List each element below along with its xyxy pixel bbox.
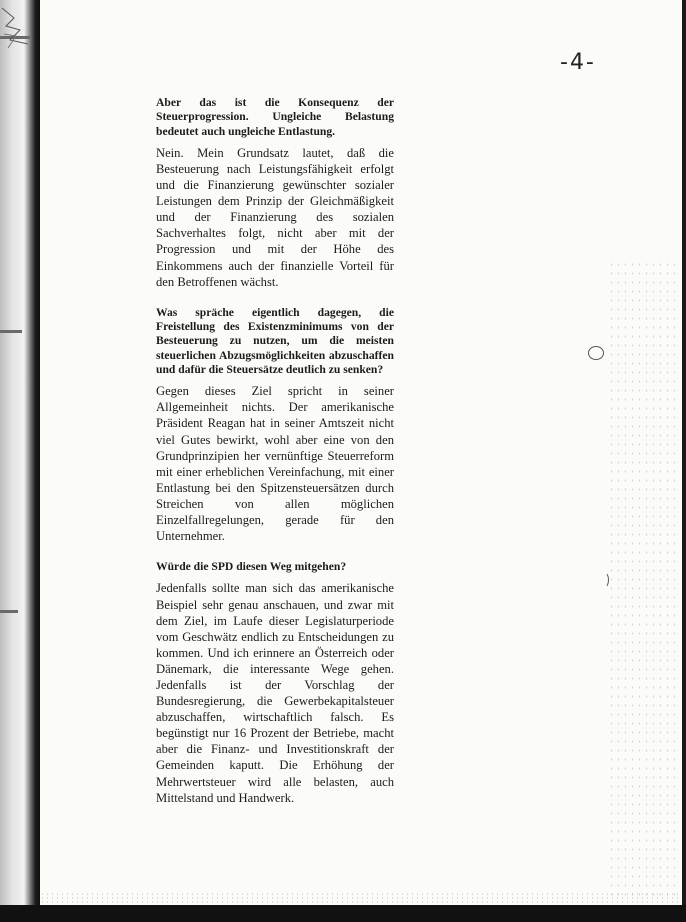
page-number: -4- [560, 50, 596, 75]
article-column [156, 96, 394, 806]
interview-question: Aber das ist die Konsequenz der Steuerprogression. Ungleiche Belastung bedeutet auch ungleiche Entlastung. [156, 96, 394, 138]
interview-question: Würde die SPD diesen Weg mitgehen? [156, 560, 347, 574]
scan-edge-mark [0, 330, 22, 333]
interview-answer: Jedenfalls sollte man sich das amerikanische Beispiel sehr genau anschauen, und zwar mit dem Ziel, im Laufe dieser Legislaturperiode vom Geschwätz endlich zu Entscheidungen zu kommen. Und ich erinnere an Österreich oder Dänemark, die interessante Wege gehen. Jedenfalls ist der Vorschlag der Bundesregierung, die Gewerbekapitalsteuer abzuschaffen, wirtschaftlich falsch. Es begünstigt nur 16 Prozent der Betriebe, macht aber die Finanz- und Investitionskraft der Gemeinden kaputt. Die Erhöhung der Mehrwertsteuer wird alle belasten, auch Mittelstand und Handwerk. [156, 581, 394, 805]
scan-left-edge [0, 0, 40, 922]
interview-question: Was spräche eigentlich dagegen, die Freistellung des Existenzminimums von der Besteuerung zu nutzen, um die meisten steuerlichen Abzugsmöglichkeiten abzuschaffen und dafür die Steuersätze deutlich zu senken? [156, 305, 394, 376]
scan-bottom-edge [0, 905, 686, 922]
interview-answer: Nein. Mein Grundsatz lautet, daß die Besteuerung nach Leistungsfähigkeit erfolgt und die Finanzierung gewünschter sozialer Leistungen dem Prinzip der Gleichmäßigkeit und der Finanzierung des sozialen Sachverhaltes folgt, nicht aber mit der Progression und mit der Höhe des Einkommens auch der finanzielle Vorteil für den Betroffenen wächst. [156, 145, 394, 289]
interview-answer: Gegen dieses Ziel spricht in seiner Allgemeinheit nichts. Der amerikanische Präsident Reagan hat in seiner Amtszeit nicht viel Gutes bewirkt, wohl aber eine von den Grundprinzipien her vernünftige Steuerreform mit einer erheblichen Vereinfachung, mit einer Entlastung bei den Spitzensteuersätzen durch Streichen von allen möglichen Einzelfallregelungen, gerade für den Unternehmer. [156, 384, 394, 544]
scan-edge-mark [0, 610, 18, 613]
punch-hole-mark [588, 346, 604, 360]
scan-noise-bottom [40, 892, 680, 904]
scan-noise [608, 260, 678, 900]
punch-hole-mark [600, 572, 609, 588]
corner-scribble-icon [0, 0, 40, 60]
